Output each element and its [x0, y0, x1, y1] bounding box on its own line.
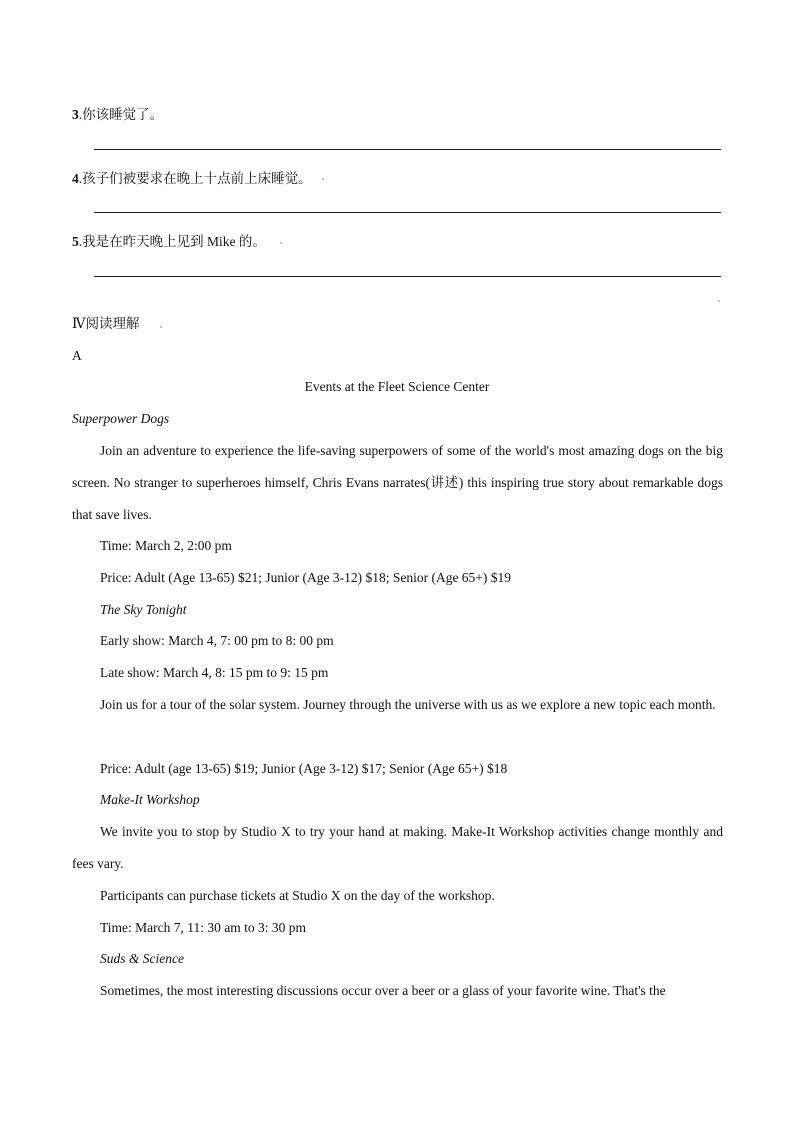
question-3	[72, 103, 163, 123]
event-description: Join an adventure to experience the life-saving superpowers of some of the world's most amazing dogs on the big screen. No stranger to superheroes himself, Chris Evans narrates(讲述) this inspiring true story about remarkable dogs that save lives.	[72, 443, 723, 522]
event-early-show: Early show: March 4, 7: 00 pm to 8: 00 pm	[100, 633, 334, 648]
answer-line[interactable]	[94, 212, 721, 213]
event-name: Suds & Science	[100, 951, 184, 966]
event-price: Price: Adult (age 13-65) $19; Junior (Age 3-12) $17; Senior (Age 65+) $18	[100, 761, 508, 776]
question-number: 4	[72, 171, 79, 186]
scan-speck	[718, 300, 720, 302]
question-4	[72, 167, 312, 187]
event-time: Time: March 2, 2:00 pm	[100, 538, 232, 553]
event-name: The Sky Tonight	[100, 602, 187, 617]
event-price: Price: Adult (Age 13-65) $21; Junior (Age 3-12) $18; Senior (Age 65+) $19	[100, 570, 512, 585]
event-description: We invite you to stop by Studio X to try your hand at making. Make-It Workshop activities change monthly and fees vary.	[72, 824, 723, 871]
scan-speck	[160, 326, 162, 328]
passage-title: Events at the Fleet Science Center	[304, 379, 490, 394]
event-late-show: Late show: March 4, 8: 15 pm to 9: 15 pm	[100, 665, 329, 680]
event-description: Sometimes, the most interesting discussions occur over a beer or a glass of your favorite wine. That's the	[100, 983, 666, 998]
event-description: Join us for a tour of the solar system. Journey through the universe with us as we explore a new topic each month.	[100, 697, 716, 712]
event-time: Time: March 7, 11: 30 am to 3: 30 pm	[100, 920, 306, 935]
question-text: .你该睡觉了。	[78, 107, 164, 122]
question-5	[72, 230, 266, 250]
question-number: 3	[72, 107, 79, 122]
question-number: 5	[72, 234, 79, 249]
event-tickets: Participants can purchase tickets at Studio X on the day of the workshop.	[100, 888, 495, 903]
scan-speck	[280, 242, 282, 244]
answer-line[interactable]	[94, 276, 721, 277]
section-heading: Ⅳ阅读理解	[72, 316, 140, 331]
part-label: A	[72, 348, 82, 363]
question-text: .我是在昨天晚上见到 Mike 的。	[78, 234, 266, 249]
answer-line[interactable]	[94, 149, 721, 150]
question-text: .孩子们被要求在晚上十点前上床睡觉。	[78, 171, 312, 186]
event-name: Superpower Dogs	[72, 411, 170, 426]
scan-speck	[322, 178, 324, 180]
event-name: Make-It Workshop	[100, 792, 200, 807]
